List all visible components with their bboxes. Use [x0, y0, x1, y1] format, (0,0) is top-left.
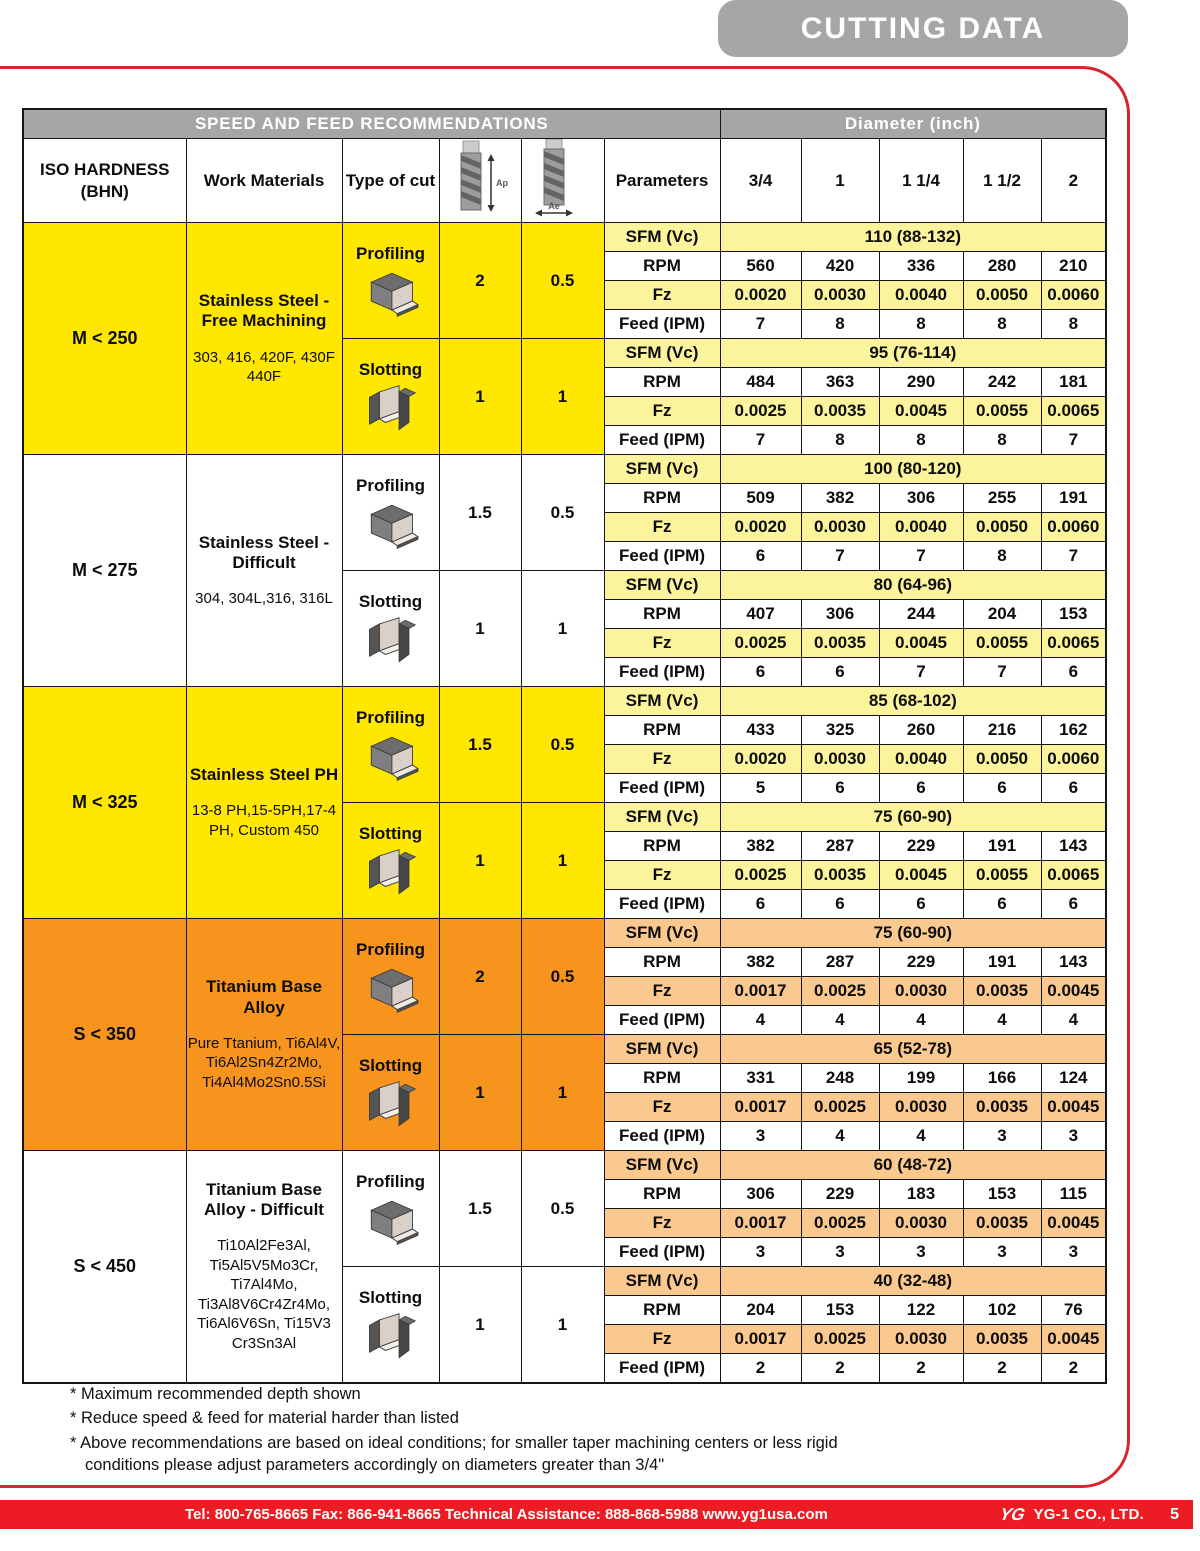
rpm-value-cell: 287 — [801, 832, 879, 861]
col-diameter-1: 1 — [801, 139, 879, 223]
param-label-rpm: RPM — [604, 716, 720, 745]
material-list: 303, 416, 420F, 430F 440F — [193, 348, 335, 386]
cut-type-label: Profiling — [356, 1172, 425, 1192]
param-label-rpm: RPM — [604, 948, 720, 977]
rpm-value-cell: 336 — [879, 252, 963, 281]
cut-type-label: Profiling — [356, 476, 425, 496]
rpm-value-cell: 363 — [801, 368, 879, 397]
fz-value-cell: 0.0020 — [720, 745, 801, 774]
param-label-fz: Fz — [604, 1325, 720, 1354]
feed-value-cell: 6 — [1041, 890, 1106, 919]
slotting-cut-icon — [362, 615, 420, 667]
material-name: Stainless Steel - Free Machining — [198, 290, 330, 331]
profiling-cut-icon — [362, 499, 420, 551]
param-label-feed: Feed (IPM) — [604, 1006, 720, 1035]
material-cell — [186, 1151, 342, 1383]
fz-value-cell: 0.0017 — [720, 1209, 801, 1238]
feed-value-cell: 5 — [720, 774, 801, 803]
param-label-feed: Feed (IPM) — [604, 426, 720, 455]
ae-value-cell: 0.5 — [521, 919, 604, 1035]
param-label-feed: Feed (IPM) — [604, 658, 720, 687]
fz-value-cell: 0.0025 — [801, 1093, 879, 1122]
ae-value-cell: 0.5 — [521, 455, 604, 571]
ap-value-cell: 2 — [439, 223, 521, 339]
fz-value-cell: 0.0035 — [963, 1209, 1041, 1238]
slotting-cut-icon — [362, 383, 420, 435]
feed-value-cell: 8 — [963, 542, 1041, 571]
param-label-fz: Fz — [604, 861, 720, 890]
param-label-fz: Fz — [604, 629, 720, 658]
material-cell — [186, 455, 342, 687]
param-label-rpm: RPM — [604, 368, 720, 397]
param-label-sfm: SFM (Vc) — [604, 339, 720, 368]
ae-value-cell: 0.5 — [521, 687, 604, 803]
feed-value-cell: 4 — [879, 1006, 963, 1035]
param-label-fz: Fz — [604, 513, 720, 542]
rpm-value-cell: 115 — [1041, 1180, 1106, 1209]
rpm-value-cell: 162 — [1041, 716, 1106, 745]
cut-cell — [342, 223, 439, 339]
feed-value-cell: 7 — [963, 658, 1041, 687]
rpm-value-cell: 560 — [720, 252, 801, 281]
param-label-rpm: RPM — [604, 252, 720, 281]
fz-value-cell: 0.0025 — [720, 629, 801, 658]
col-diameter-3: 1 1/2 — [963, 139, 1041, 223]
feed-value-cell: 7 — [879, 542, 963, 571]
fz-value-cell: 0.0030 — [879, 977, 963, 1006]
page-title: CUTTING DATA — [800, 11, 1046, 45]
feed-value-cell: 6 — [1041, 774, 1106, 803]
rpm-value-cell: 290 — [879, 368, 963, 397]
param-label-sfm: SFM (Vc) — [604, 1267, 720, 1296]
fz-value-cell: 0.0035 — [801, 629, 879, 658]
feed-value-cell: 7 — [720, 310, 801, 339]
diameter-header: Diameter (inch) — [720, 109, 1106, 139]
cut-type-label: Profiling — [356, 940, 425, 960]
param-label-fz: Fz — [604, 977, 720, 1006]
param-label-rpm: RPM — [604, 1180, 720, 1209]
fz-value-cell: 0.0040 — [879, 745, 963, 774]
fz-value-cell: 0.0045 — [879, 861, 963, 890]
feed-value-cell: 6 — [801, 774, 879, 803]
fz-value-cell: 0.0065 — [1041, 629, 1106, 658]
footer-company: YG-1 CO., LTD. — [1033, 1506, 1145, 1523]
footnote: * Above recommendations are based on ideal conditions; for smaller taper machining centers or less rigid conditions please adjust parameters accordingly on diameters greater than 3/4" — [70, 1433, 838, 1474]
material-cell — [186, 223, 342, 455]
feed-value-cell: 4 — [801, 1122, 879, 1151]
fz-value-cell: 0.0045 — [1041, 977, 1106, 1006]
param-label-fz: Fz — [604, 1209, 720, 1238]
material-list: Pure Ttanium, Ti6Al4V, Ti6Al2Sn4Zr2Mo, Ti4Al4Mo2Sn0.5Si — [187, 1034, 341, 1091]
material-cell — [186, 919, 342, 1151]
fz-value-cell: 0.0060 — [1041, 745, 1106, 774]
ae-value-cell: 1 — [521, 571, 604, 687]
fz-value-cell: 0.0040 — [879, 513, 963, 542]
rpm-value-cell: 229 — [801, 1180, 879, 1209]
ap-value-cell: 1 — [439, 571, 521, 687]
profiling-cut-icon — [362, 267, 420, 319]
feed-value-cell: 4 — [963, 1006, 1041, 1035]
rpm-value-cell: 280 — [963, 252, 1041, 281]
ap-value-cell: 1.5 — [439, 687, 521, 803]
fz-value-cell: 0.0035 — [801, 861, 879, 890]
fz-value-cell: 0.0030 — [801, 745, 879, 774]
fz-value-cell: 0.0065 — [1041, 397, 1106, 426]
feed-value-cell: 6 — [963, 890, 1041, 919]
rpm-value-cell: 181 — [1041, 368, 1106, 397]
fz-value-cell: 0.0055 — [963, 861, 1041, 890]
feed-value-cell: 4 — [801, 1006, 879, 1035]
feed-value-cell: 8 — [801, 310, 879, 339]
ap-value-cell: 1 — [439, 803, 521, 919]
param-label-rpm: RPM — [604, 1064, 720, 1093]
feed-value-cell: 6 — [720, 658, 801, 687]
rpm-value-cell: 153 — [963, 1180, 1041, 1209]
rpm-value-cell: 204 — [963, 600, 1041, 629]
ap-value-cell: 1.5 — [439, 1151, 521, 1267]
cut-type-label: Slotting — [358, 1056, 423, 1076]
feed-value-cell: 6 — [879, 890, 963, 919]
feed-value-cell: 3 — [963, 1238, 1041, 1267]
footer-bar — [0, 1500, 1193, 1529]
cut-cell — [342, 571, 439, 687]
param-label-fz: Fz — [604, 745, 720, 774]
feed-value-cell: 2 — [879, 1354, 963, 1383]
col-ae-header — [521, 139, 604, 223]
rpm-value-cell: 229 — [879, 948, 963, 977]
ap-value-cell: 1 — [439, 1267, 521, 1383]
rpm-value-cell: 204 — [720, 1296, 801, 1325]
feed-value-cell: 2 — [963, 1354, 1041, 1383]
cut-cell — [342, 1151, 439, 1267]
fz-value-cell: 0.0045 — [1041, 1325, 1106, 1354]
fz-value-cell: 0.0065 — [1041, 861, 1106, 890]
feed-value-cell: 6 — [720, 542, 801, 571]
feed-value-cell: 7 — [801, 542, 879, 571]
cut-type-label: Slotting — [358, 592, 423, 612]
ap-arrow-label: Ap — [496, 178, 508, 188]
sfm-value-cell: 40 (32-48) — [720, 1267, 1106, 1296]
param-label-rpm: RPM — [604, 600, 720, 629]
material-name: Stainless Steel PH — [189, 765, 339, 785]
col-diameter-0: 3/4 — [720, 139, 801, 223]
col-diameter-2: 1 1/4 — [879, 139, 963, 223]
hardness-cell: M < 250 — [23, 223, 186, 455]
fz-value-cell: 0.0025 — [801, 1325, 879, 1354]
rpm-value-cell: 248 — [801, 1064, 879, 1093]
feed-value-cell: 3 — [720, 1122, 801, 1151]
ae-arrow-label: Ae — [547, 201, 560, 211]
profiling-cut-icon — [362, 1195, 420, 1247]
hardness-cell: M < 275 — [23, 455, 186, 687]
fz-value-cell: 0.0060 — [1041, 281, 1106, 310]
fz-value-cell: 0.0030 — [879, 1209, 963, 1238]
fz-value-cell: 0.0025 — [801, 1209, 879, 1238]
col-hardness-header: ISO HARDNESS (BHN) — [23, 139, 186, 223]
material-list: Ti10Al2Fe3Al, Ti5Al5V5Mo3Cr, Ti7Al4Mo, Ti3Al8V6Cr4Zr4Mo, Ti6Al6V6Sn, Ti15V3 Cr3Sn3Al — [197, 1237, 331, 1352]
rpm-value-cell: 216 — [963, 716, 1041, 745]
param-label-fz: Fz — [604, 281, 720, 310]
feed-value-cell: 8 — [801, 426, 879, 455]
fz-value-cell: 0.0020 — [720, 513, 801, 542]
fz-value-cell: 0.0035 — [963, 1093, 1041, 1122]
col-ap-header — [439, 139, 521, 223]
feed-value-cell: 6 — [963, 774, 1041, 803]
fz-value-cell: 0.0025 — [801, 977, 879, 1006]
page-title-box — [718, 0, 1128, 57]
cut-cell — [342, 919, 439, 1035]
param-label-feed: Feed (IPM) — [604, 542, 720, 571]
col-cut-type-header: Type of cut — [342, 139, 439, 223]
fz-value-cell: 0.0050 — [963, 513, 1041, 542]
param-label-rpm: RPM — [604, 1296, 720, 1325]
cut-type-label: Slotting — [358, 1288, 423, 1307]
fz-value-cell: 0.0030 — [801, 281, 879, 310]
yg1-logo: YG — [998, 1504, 1027, 1524]
fz-value-cell: 0.0035 — [963, 1325, 1041, 1354]
sfm-value-cell: 75 (60-90) — [720, 919, 1106, 948]
rpm-value-cell: 407 — [720, 600, 801, 629]
feed-value-cell: 6 — [720, 890, 801, 919]
rpm-value-cell: 242 — [963, 368, 1041, 397]
rpm-value-cell: 287 — [801, 948, 879, 977]
rpm-value-cell: 153 — [801, 1296, 879, 1325]
fz-value-cell: 0.0017 — [720, 1093, 801, 1122]
hardness-cell: M < 325 — [23, 687, 186, 919]
ap-value-cell: 1 — [439, 1035, 521, 1151]
rpm-value-cell: 306 — [801, 600, 879, 629]
feed-value-cell: 2 — [801, 1354, 879, 1383]
sfm-value-cell: 85 (68-102) — [720, 687, 1106, 716]
param-label-feed: Feed (IPM) — [604, 774, 720, 803]
ae-value-cell: 0.5 — [521, 223, 604, 339]
sfm-value-cell: 110 (88-132) — [720, 223, 1106, 252]
material-name: Titanium Base Alloy - Difficult — [204, 1179, 324, 1219]
param-label-sfm: SFM (Vc) — [604, 687, 720, 716]
sfm-value-cell: 75 (60-90) — [720, 803, 1106, 832]
cut-type-label: Profiling — [356, 244, 425, 264]
cut-cell — [342, 687, 439, 803]
cut-cell — [342, 1267, 439, 1383]
ap-value-cell: 1 — [439, 339, 521, 455]
feed-value-cell: 6 — [879, 774, 963, 803]
param-label-fz: Fz — [604, 397, 720, 426]
feed-value-cell: 3 — [1041, 1238, 1106, 1267]
slotting-cut-icon — [362, 1079, 420, 1131]
fz-value-cell: 0.0017 — [720, 977, 801, 1006]
feed-value-cell: 6 — [1041, 658, 1106, 687]
material-name: Stainless Steel - Difficult — [198, 532, 330, 572]
param-label-feed: Feed (IPM) — [604, 1354, 720, 1383]
rpm-value-cell: 124 — [1041, 1064, 1106, 1093]
profiling-cut-icon — [362, 731, 420, 783]
sfm-value-cell: 100 (80-120) — [720, 455, 1106, 484]
col-materials-header: Work Materials — [186, 139, 342, 223]
feed-value-cell: 8 — [879, 310, 963, 339]
rpm-value-cell: 191 — [963, 832, 1041, 861]
fz-value-cell: 0.0030 — [879, 1325, 963, 1354]
feed-value-cell: 2 — [720, 1354, 801, 1383]
rpm-value-cell: 260 — [879, 716, 963, 745]
cut-cell — [342, 1035, 439, 1151]
sfm-value-cell: 80 (64-96) — [720, 571, 1106, 600]
cut-type-label: Profiling — [356, 708, 425, 728]
endmill-ap-icon — [441, 139, 519, 217]
cut-cell — [342, 339, 439, 455]
rpm-value-cell: 122 — [879, 1296, 963, 1325]
col-parameters-header: Parameters — [604, 139, 720, 223]
rpm-value-cell: 433 — [720, 716, 801, 745]
feed-value-cell: 8 — [879, 426, 963, 455]
param-label-sfm: SFM (Vc) — [604, 919, 720, 948]
cut-type-label: Slotting — [358, 824, 423, 844]
fz-value-cell: 0.0030 — [801, 513, 879, 542]
fz-value-cell: 0.0017 — [720, 1325, 801, 1354]
fz-value-cell: 0.0025 — [720, 861, 801, 890]
ae-value-cell: 1 — [521, 1035, 604, 1151]
ap-value-cell: 1.5 — [439, 455, 521, 571]
param-label-feed: Feed (IPM) — [604, 310, 720, 339]
rpm-value-cell: 229 — [879, 832, 963, 861]
rpm-value-cell: 420 — [801, 252, 879, 281]
param-label-sfm: SFM (Vc) — [604, 455, 720, 484]
param-label-sfm: SFM (Vc) — [604, 223, 720, 252]
rpm-value-cell: 143 — [1041, 832, 1106, 861]
param-label-feed: Feed (IPM) — [604, 1122, 720, 1151]
material-name: Titanium Base Alloy — [206, 977, 322, 1017]
ae-value-cell: 1 — [521, 803, 604, 919]
fz-value-cell: 0.0035 — [963, 977, 1041, 1006]
fz-value-cell: 0.0040 — [879, 281, 963, 310]
fz-value-cell: 0.0045 — [1041, 1093, 1106, 1122]
footnote: * Maximum recommended depth shown — [70, 1385, 361, 1403]
fz-value-cell: 0.0055 — [963, 629, 1041, 658]
fz-value-cell: 0.0025 — [720, 397, 801, 426]
rpm-value-cell: 153 — [1041, 600, 1106, 629]
rpm-value-cell: 191 — [963, 948, 1041, 977]
material-list: 304, 304L,316, 316L — [195, 590, 333, 608]
fz-value-cell: 0.0045 — [879, 397, 963, 426]
fz-value-cell: 0.0045 — [879, 629, 963, 658]
feed-value-cell: 4 — [720, 1006, 801, 1035]
sfm-value-cell: 65 (52-78) — [720, 1035, 1106, 1064]
feed-value-cell: 3 — [879, 1238, 963, 1267]
fz-value-cell: 0.0030 — [879, 1093, 963, 1122]
feed-value-cell: 7 — [720, 426, 801, 455]
endmill-ae-icon — [524, 139, 602, 217]
footer-contact: Tel: 800-765-8665 Fax: 866-941-8665 Technical Assistance: 888-868-5988 www.yg1usa.com — [185, 1506, 828, 1523]
feed-value-cell: 7 — [879, 658, 963, 687]
footnotes — [70, 1383, 870, 1478]
rpm-value-cell: 244 — [879, 600, 963, 629]
param-label-sfm: SFM (Vc) — [604, 803, 720, 832]
material-cell — [186, 687, 342, 919]
feed-value-cell: 7 — [1041, 426, 1106, 455]
feed-value-cell: 6 — [801, 658, 879, 687]
feed-value-cell: 8 — [963, 310, 1041, 339]
fz-value-cell: 0.0060 — [1041, 513, 1106, 542]
rpm-value-cell: 382 — [720, 948, 801, 977]
feed-value-cell: 4 — [879, 1122, 963, 1151]
rpm-value-cell: 382 — [801, 484, 879, 513]
rpm-value-cell: 102 — [963, 1296, 1041, 1325]
rpm-value-cell: 509 — [720, 484, 801, 513]
feed-value-cell: 3 — [1041, 1122, 1106, 1151]
feed-value-cell: 2 — [1041, 1354, 1106, 1383]
page-number: 5 — [1170, 1505, 1179, 1523]
feed-value-cell: 8 — [1041, 310, 1106, 339]
ap-value-cell: 2 — [439, 919, 521, 1035]
rpm-value-cell: 306 — [720, 1180, 801, 1209]
profiling-cut-icon — [362, 963, 420, 1015]
slotting-cut-icon — [362, 847, 420, 899]
feed-value-cell: 4 — [1041, 1006, 1106, 1035]
hardness-cell: S < 350 — [23, 919, 186, 1151]
sfm-value-cell: 95 (76-114) — [720, 339, 1106, 368]
feed-value-cell: 8 — [963, 426, 1041, 455]
fz-value-cell: 0.0045 — [1041, 1209, 1106, 1238]
param-label-sfm: SFM (Vc) — [604, 1151, 720, 1180]
rpm-value-cell: 325 — [801, 716, 879, 745]
cut-cell — [342, 803, 439, 919]
feed-value-cell: 3 — [720, 1238, 801, 1267]
rpm-value-cell: 166 — [963, 1064, 1041, 1093]
col-diameter-4: 2 — [1041, 139, 1106, 223]
param-label-feed: Feed (IPM) — [604, 890, 720, 919]
slotting-cut-icon — [362, 1311, 420, 1363]
feed-value-cell: 6 — [801, 890, 879, 919]
hardness-cell: S < 450 — [23, 1151, 186, 1383]
feed-value-cell: 3 — [963, 1122, 1041, 1151]
ae-value-cell: 0.5 — [521, 1151, 604, 1267]
feed-value-cell: 3 — [801, 1238, 879, 1267]
rpm-value-cell: 191 — [1041, 484, 1106, 513]
speed-feed-header: SPEED AND FEED RECOMMENDATIONS — [23, 109, 720, 139]
cut-cell — [342, 455, 439, 571]
fz-value-cell: 0.0035 — [801, 397, 879, 426]
param-label-sfm: SFM (Vc) — [604, 1035, 720, 1064]
rpm-value-cell: 76 — [1041, 1296, 1106, 1325]
rpm-value-cell: 382 — [720, 832, 801, 861]
rpm-value-cell: 331 — [720, 1064, 801, 1093]
sfm-value-cell: 60 (48-72) — [720, 1151, 1106, 1180]
param-label-feed: Feed (IPM) — [604, 1238, 720, 1267]
rpm-value-cell: 143 — [1041, 948, 1106, 977]
param-label-sfm: SFM (Vc) — [604, 571, 720, 600]
rpm-value-cell: 306 — [879, 484, 963, 513]
rpm-value-cell: 199 — [879, 1064, 963, 1093]
rpm-value-cell: 484 — [720, 368, 801, 397]
material-list: 13-8 PH,15-5PH,17-4 PH, Custom 450 — [191, 802, 337, 839]
ae-value-cell: 1 — [521, 339, 604, 455]
param-label-rpm: RPM — [604, 832, 720, 861]
fz-value-cell: 0.0050 — [963, 745, 1041, 774]
cut-type-label: Slotting — [358, 360, 423, 380]
ae-value-cell: 1 — [521, 1267, 604, 1383]
fz-value-cell: 0.0055 — [963, 397, 1041, 426]
cutting-data-table — [22, 108, 1107, 1384]
fz-value-cell: 0.0050 — [963, 281, 1041, 310]
rpm-value-cell: 210 — [1041, 252, 1106, 281]
param-label-fz: Fz — [604, 1093, 720, 1122]
rpm-value-cell: 255 — [963, 484, 1041, 513]
param-label-rpm: RPM — [604, 484, 720, 513]
rpm-value-cell: 183 — [879, 1180, 963, 1209]
footnote: * Reduce speed & feed for material harder than listed — [70, 1409, 459, 1428]
feed-value-cell: 7 — [1041, 542, 1106, 571]
fz-value-cell: 0.0020 — [720, 281, 801, 310]
